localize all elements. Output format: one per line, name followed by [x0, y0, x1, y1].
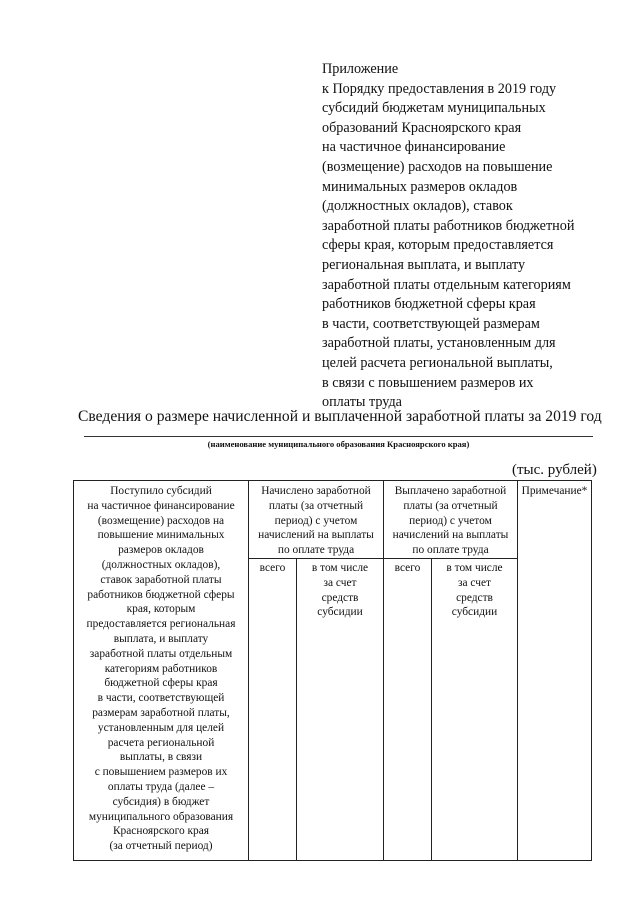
cell-line: размерам заработной платы,: [92, 706, 230, 719]
cell-line: Поступило субсидий: [110, 485, 212, 497]
municipality-caption: (наименование муниципального образования Красноярского края): [207, 439, 470, 449]
cell-line: за счет: [458, 576, 491, 589]
appendix-line: работников бюджетной сферы края: [322, 296, 536, 313]
cell-line: период) с учетом: [274, 514, 358, 527]
cell-line: по оплате труда: [412, 544, 489, 557]
cell-line: выплаты, в связи: [119, 751, 203, 764]
cell-line: края, которым: [126, 603, 196, 616]
cell-line: в том числе: [446, 562, 503, 574]
paid-total-header: [384, 559, 432, 861]
paid-salary-header: [384, 481, 518, 559]
cell-line: предоставляется региональная: [86, 618, 236, 631]
cell-line: начислений на выплаты: [258, 529, 374, 542]
appendix-line: заработной платы отдельным категориям: [322, 276, 571, 293]
appendix-line: в части, соответствующей размерам: [322, 315, 540, 332]
units-label: (тыс. рублей): [512, 462, 597, 478]
cell-line: платы (за отчетный: [268, 499, 364, 512]
cell-line: всего: [394, 562, 421, 574]
appendix-line: образований Красноярского края: [322, 119, 522, 136]
cell-line: средств: [321, 591, 359, 604]
cell-line: Красноярского края: [112, 825, 210, 838]
cell-line: Примечание*: [521, 485, 588, 497]
appendix-line: заработной платы работников бюджетной: [322, 217, 575, 234]
cell-line: субсидии: [451, 606, 498, 619]
paid-subsidy-header: [432, 559, 518, 861]
cell-line: размеров окладов: [118, 544, 204, 557]
appendix-line: (возмещение) расходов на повышение: [322, 158, 553, 175]
cell-line: в части, соответствующей: [97, 692, 225, 705]
cell-line: с повышением размеров их: [94, 766, 228, 779]
appendix-line: (должностных окладов), ставок: [322, 198, 513, 215]
note-column-header: [518, 481, 592, 861]
cell-line: Выплачено заработной: [394, 485, 507, 497]
cell-line: установленным для целей: [97, 721, 225, 734]
cell-line: средств: [456, 591, 493, 604]
cell-line: в том числе: [311, 562, 369, 574]
appendix-line: минимальных размеров окладов: [322, 178, 518, 195]
cell-line: платы (за отчетный: [403, 499, 498, 512]
appendix-block: [322, 60, 622, 413]
cell-line: субсидия) в бюджет: [112, 795, 210, 808]
cell-line: категориям работников: [104, 662, 218, 675]
cell-line: расчета региональной: [107, 736, 215, 749]
cell-line: субсидии: [317, 606, 363, 619]
cell-line: всего: [259, 562, 286, 574]
cell-line: муниципального образования: [88, 810, 234, 823]
cell-line: повышение минимальных: [97, 529, 225, 542]
appendix-line: в связи с повышением размеров их: [322, 374, 534, 391]
appendix-line: к Порядку предоставления в 2019 году: [322, 80, 557, 97]
cell-line: работников бюджетной сферы: [87, 588, 235, 601]
subsidy-received-cell: [74, 481, 249, 861]
appendix-line: Приложение: [322, 61, 399, 77]
accrued-salary-header: [249, 481, 384, 559]
municipality-name-line: [84, 436, 593, 437]
appendix-line: заработной платы, установленным для: [322, 335, 556, 352]
cell-line: заработной платы отдельным: [89, 647, 233, 660]
appendix-line: оплаты труда: [322, 394, 402, 411]
accrued-subsidy-header: [297, 559, 384, 861]
cell-line: за счет: [323, 576, 357, 589]
cell-line: начислений на выплаты: [392, 529, 509, 542]
accrued-total-header: [249, 559, 297, 861]
appendix-line: субсидий бюджетам муниципальных: [322, 100, 546, 117]
table-header-row: [74, 481, 592, 559]
appendix-line: сферы края, которым предоставляется: [322, 237, 554, 254]
appendix-line: целей расчета региональной выплаты,: [322, 354, 553, 371]
appendix-line: региональная выплата, и выплату: [322, 256, 526, 273]
appendix-line: на частичное финансирование: [322, 139, 506, 156]
cell-line: период) с учетом: [409, 514, 492, 527]
cell-line: (за отчетный период): [109, 840, 213, 853]
document-title: Сведения о размере начисленной и выплаченной заработной платы за 2019 год: [78, 408, 602, 425]
salary-table: [73, 480, 592, 861]
cell-line: (возмещение) расходов на: [97, 514, 225, 527]
cell-line: оплаты труда (далее –: [107, 780, 215, 793]
cell-line: по оплате труда: [277, 544, 355, 557]
cell-line: бюджетной сферы края: [104, 677, 218, 690]
cell-line: на частичное финансирование: [87, 499, 235, 512]
cell-line: Начислено заработной: [261, 485, 371, 497]
cell-line: выплата, и выплату: [113, 632, 209, 645]
cell-line: (должностных окладов),: [101, 558, 221, 571]
cell-line: ставок заработной платы: [100, 573, 222, 586]
